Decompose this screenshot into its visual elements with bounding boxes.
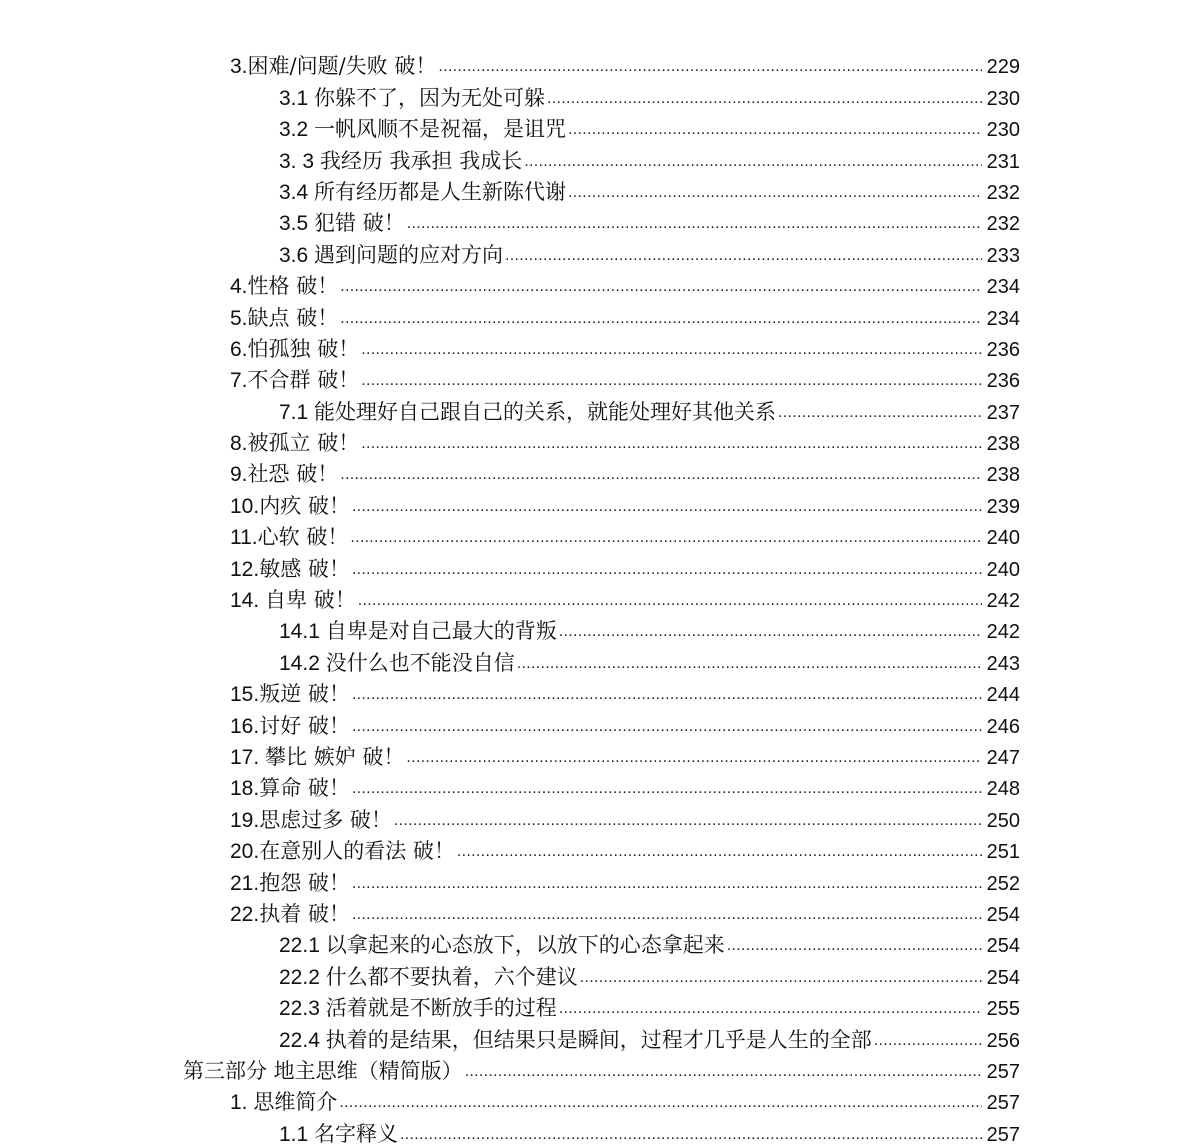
toc-entry-number: 21. xyxy=(230,871,260,895)
toc-entry[interactable] xyxy=(0,206,1201,237)
toc-entry[interactable] xyxy=(0,269,1201,300)
toc-entry-label xyxy=(230,807,394,834)
toc-entry-label xyxy=(230,681,352,708)
toc-entry[interactable] xyxy=(0,802,1201,833)
toc-dot-leader xyxy=(438,54,982,80)
toc-dot-leader xyxy=(568,117,982,143)
toc-dot-leader xyxy=(352,682,982,708)
toc-entry-title: 抱怨 破！ xyxy=(259,870,350,895)
toc-page-number: 254 xyxy=(986,935,1020,958)
toc-dot-leader xyxy=(352,902,982,928)
toc-entry-title: 执着 破！ xyxy=(259,901,350,926)
toc-entry-number: 15. xyxy=(230,683,260,707)
toc-entry-label xyxy=(279,242,505,269)
toc-entry-number: 8. xyxy=(230,432,248,456)
toc-entry-title: 怕孤独 破！ xyxy=(247,336,360,361)
toc-page-number: 230 xyxy=(986,87,1020,110)
toc-page-number: 236 xyxy=(986,370,1020,393)
toc-entry-title: 自卑 破！ xyxy=(265,588,356,613)
toc-entry-title: 攀比 嫉妒 破！ xyxy=(265,744,405,769)
toc-entry-label xyxy=(279,1121,400,1148)
toc-page-number: 232 xyxy=(986,213,1020,236)
toc-entry-title: 自卑是对自己最大的背叛 xyxy=(325,619,557,644)
toc-entry-title: 能处理好自己跟自己的关系，就能处理好其他关系 xyxy=(314,399,777,424)
toc-entry-title: 遇到问题的应对方向 xyxy=(314,242,504,267)
toc-entry-label xyxy=(279,964,580,991)
toc-entry-label xyxy=(230,901,352,928)
toc-page-number: 234 xyxy=(986,276,1020,299)
toc-page-number: 239 xyxy=(986,495,1020,518)
toc-page-number: 251 xyxy=(986,841,1020,864)
toc-page-number: 257 xyxy=(986,1123,1020,1146)
toc-dot-leader xyxy=(352,557,982,583)
toc-entry-label xyxy=(230,838,457,865)
toc-page-number: 244 xyxy=(986,684,1020,707)
toc-entry-number: 16. xyxy=(230,714,260,738)
toc-dot-leader xyxy=(352,871,982,897)
toc-entry-number: 6. xyxy=(230,337,248,361)
toc-entry-number: 14.1 xyxy=(279,620,326,644)
toc-page-number: 232 xyxy=(986,181,1020,204)
toc-entry[interactable] xyxy=(0,300,1201,331)
toc-entry-number: 14. xyxy=(230,589,266,613)
toc-page-number: 252 xyxy=(986,872,1020,895)
toc-entry-label xyxy=(230,461,340,488)
toc-entry[interactable] xyxy=(0,520,1201,551)
toc-entry[interactable] xyxy=(0,1022,1201,1053)
toc-entry[interactable] xyxy=(0,488,1201,519)
toc-entry-label xyxy=(230,713,352,740)
toc-entry-number: 7.1 xyxy=(279,400,315,424)
toc-entry-title: 缺点 破！ xyxy=(247,305,339,330)
toc-page-number: 257 xyxy=(986,1060,1020,1083)
toc-page-number: 238 xyxy=(986,433,1020,456)
toc-page-number: 237 xyxy=(986,401,1020,424)
toc-entry-title: 思维简介 xyxy=(253,1090,338,1115)
toc-page-number: 229 xyxy=(986,56,1020,79)
toc-entry-number: 11. xyxy=(230,526,258,550)
toc-entry[interactable] xyxy=(0,1116,1201,1147)
toc-entry[interactable] xyxy=(0,959,1201,990)
toc-dot-leader xyxy=(517,651,982,677)
toc-dot-leader xyxy=(361,337,982,363)
toc-entry-label xyxy=(230,305,340,332)
toc-page-number: 236 xyxy=(986,338,1020,361)
toc-entry-title: 内疚 破！ xyxy=(259,493,350,518)
toc-entry[interactable] xyxy=(0,143,1201,174)
toc-dot-leader xyxy=(361,431,982,457)
toc-dot-leader xyxy=(340,306,982,332)
toc-entry-number: 3.4 xyxy=(279,180,315,204)
toc-page-number: 248 xyxy=(986,778,1020,801)
toc-page-number: 250 xyxy=(986,809,1020,832)
toc-entry-label xyxy=(230,430,361,457)
toc-page-number: 243 xyxy=(986,652,1020,675)
toc-dot-leader xyxy=(350,525,982,551)
toc-entry[interactable] xyxy=(0,332,1201,363)
toc-dot-leader xyxy=(352,776,982,802)
toc-entry-title: 性格 破！ xyxy=(247,274,339,299)
toc-entry[interactable] xyxy=(0,708,1201,739)
toc-entry-label xyxy=(230,556,352,583)
toc-entry-title: 社恐 破！ xyxy=(247,462,339,487)
toc-entry-number: 3.6 xyxy=(279,243,315,267)
toc-page-number: 255 xyxy=(986,998,1020,1021)
toc-entry-label xyxy=(279,210,407,237)
toc-entry-label xyxy=(230,524,350,551)
toc-page-number: 233 xyxy=(986,244,1020,267)
toc-page-number: 257 xyxy=(986,1092,1020,1115)
toc-entry-title: 被孤立 破！ xyxy=(247,431,360,456)
toc-entry-label xyxy=(230,1089,339,1116)
toc-entry-label xyxy=(230,53,438,80)
toc-entry-number: 7. xyxy=(230,369,248,393)
toc-entry[interactable] xyxy=(0,645,1201,676)
toc-entry-number: 3.2 xyxy=(279,118,315,142)
toc-entry-title: 你躲不了，因为无处可躲 xyxy=(314,85,546,110)
toc-page-number: 256 xyxy=(986,1029,1020,1052)
toc-entry-label xyxy=(279,85,547,112)
toc-entry-number: 22.4 xyxy=(279,1028,326,1052)
toc-entry-number: 12. xyxy=(230,557,260,581)
toc-entry-label xyxy=(230,493,352,520)
toc-dot-leader xyxy=(580,965,982,991)
toc-entry-label xyxy=(230,870,352,897)
toc-entry-number: 9. xyxy=(230,463,248,487)
toc-entry-label xyxy=(279,148,524,175)
toc-entry-number: 22. xyxy=(230,902,260,926)
toc-entry-number: 22.2 xyxy=(279,965,326,989)
toc-dot-leader xyxy=(524,149,982,175)
toc-entry-label xyxy=(279,650,517,677)
toc-entry[interactable] xyxy=(0,175,1201,206)
toc-entry[interactable] xyxy=(0,426,1201,457)
toc-entry-label xyxy=(279,932,727,959)
toc-entry-label xyxy=(230,587,358,614)
toc-entry-title: 讨好 破！ xyxy=(259,713,350,738)
toc-dot-leader xyxy=(352,494,982,520)
toc-dot-leader xyxy=(505,243,982,269)
toc-entry-title: 犯错 破！ xyxy=(314,211,405,236)
toc-dot-leader xyxy=(340,274,982,300)
toc-dot-leader xyxy=(361,368,982,394)
toc-page-number: 238 xyxy=(986,464,1020,487)
toc-entry-label xyxy=(279,179,568,206)
toc-entry-label xyxy=(230,744,406,771)
toc-entry-number: 3.1 xyxy=(279,86,315,110)
toc-page-number: 246 xyxy=(986,715,1020,738)
toc-entry-title: 没什么也不能没自信 xyxy=(325,650,515,675)
toc-entry-number: 14.2 xyxy=(279,651,326,675)
toc-entry-number: 3. 3 xyxy=(279,149,320,173)
toc-entry-label xyxy=(279,399,778,426)
toc-dot-leader xyxy=(727,933,982,959)
toc-entry[interactable] xyxy=(0,394,1201,425)
toc-entry-number: 17. xyxy=(230,745,266,769)
toc-entry-title: 所有经历都是人生新陈代谢 xyxy=(314,179,567,204)
toc-entry[interactable] xyxy=(0,551,1201,582)
toc-dot-leader xyxy=(874,1028,982,1054)
toc-entry[interactable] xyxy=(0,1054,1201,1085)
toc-entry[interactable] xyxy=(0,1085,1201,1116)
toc-entry-label xyxy=(230,273,340,300)
toc-dot-leader xyxy=(406,745,982,771)
toc-page-number: 240 xyxy=(986,558,1020,581)
toc-entry-number: 5. xyxy=(230,306,248,330)
toc-entry-title: 第三部分 地主思维（精简版） xyxy=(183,1058,463,1083)
toc-entry-number: 3.5 xyxy=(279,212,315,236)
toc-dot-leader xyxy=(340,462,982,488)
toc-entry[interactable] xyxy=(0,363,1201,394)
toc-dot-leader xyxy=(457,839,982,865)
toc-entry-title: 在意别人的看法 破！ xyxy=(259,839,455,864)
toc-entry-label xyxy=(230,367,361,394)
toc-dot-leader xyxy=(559,996,982,1022)
toc-entry[interactable] xyxy=(0,80,1201,111)
toc-page-number: 234 xyxy=(986,307,1020,330)
toc-dot-leader xyxy=(358,588,982,614)
toc-entry-title: 什么都不要执着，六个建议 xyxy=(325,964,578,989)
toc-dot-leader xyxy=(400,1122,982,1148)
toc-entry[interactable] xyxy=(0,677,1201,708)
toc-page-number: 247 xyxy=(986,746,1020,769)
toc-entry-title: 我经历 我承担 我成长 xyxy=(319,148,523,173)
toc-entry-number: 20. xyxy=(230,840,260,864)
toc-page-number: 230 xyxy=(986,119,1020,142)
toc-page-number: 254 xyxy=(986,903,1020,926)
toc-entry-label xyxy=(279,116,568,143)
toc-entry[interactable] xyxy=(0,49,1201,80)
toc-entry-title: 活着就是不断放手的过程 xyxy=(325,996,557,1021)
toc-dot-leader xyxy=(547,86,982,112)
toc-entry-label xyxy=(279,618,559,645)
toc-dot-leader xyxy=(352,714,982,740)
toc-entry-number: 1.1 xyxy=(279,1122,315,1146)
toc-dot-leader xyxy=(568,180,982,206)
toc-dot-leader xyxy=(559,619,982,645)
toc-dot-leader xyxy=(778,400,982,426)
table-of-contents xyxy=(0,49,1201,1148)
toc-entry-title: 思虑过多 破！ xyxy=(259,807,392,832)
toc-entry-title: 以拿起来的心态放下，以放下的心态拿起来 xyxy=(325,933,725,958)
toc-entry-title: 算命 破！ xyxy=(259,776,350,801)
toc-entry-number: 3. xyxy=(230,55,248,79)
toc-entry-number: 22.1 xyxy=(279,934,326,958)
toc-page-number: 242 xyxy=(986,590,1020,613)
toc-entry-number: 19. xyxy=(230,808,260,832)
toc-entry-label xyxy=(183,1058,465,1085)
toc-entry-label xyxy=(279,995,559,1022)
toc-page-number: 231 xyxy=(986,150,1020,173)
toc-entry-title: 敏感 破！ xyxy=(259,556,350,581)
toc-entry-number: 10. xyxy=(230,494,260,518)
toc-entry-title: 名字释义 xyxy=(314,1121,399,1146)
toc-entry[interactable] xyxy=(0,614,1201,645)
toc-entry[interactable] xyxy=(0,112,1201,143)
toc-entry-number: 4. xyxy=(230,275,248,299)
toc-entry[interactable] xyxy=(0,865,1201,896)
toc-entry[interactable] xyxy=(0,771,1201,802)
toc-entry[interactable] xyxy=(0,740,1201,771)
toc-dot-leader xyxy=(394,808,982,834)
toc-entry[interactable] xyxy=(0,237,1201,268)
toc-entry[interactable] xyxy=(0,897,1201,928)
toc-entry-label xyxy=(230,336,361,363)
toc-dot-leader xyxy=(407,211,982,237)
toc-entry-label xyxy=(230,775,352,802)
toc-entry-title: 执着的是结果，但结果只是瞬间，过程才几乎是人生的全部 xyxy=(325,1027,872,1052)
toc-entry[interactable] xyxy=(0,583,1201,614)
toc-entry[interactable] xyxy=(0,928,1201,959)
toc-entry-label xyxy=(279,1027,874,1054)
toc-dot-leader xyxy=(465,1059,982,1085)
toc-entry-title: 困难/问题/失败 破！ xyxy=(247,54,437,79)
toc-dot-leader xyxy=(339,1090,982,1116)
toc-entry-number: 18. xyxy=(230,777,260,801)
toc-entry[interactable] xyxy=(0,457,1201,488)
toc-entry[interactable] xyxy=(0,834,1201,865)
toc-page-number: 242 xyxy=(986,621,1020,644)
toc-entry-title: 心软 破！ xyxy=(257,525,349,550)
toc-entry-title: 一帆风顺不是祝福，是诅咒 xyxy=(314,117,567,142)
toc-entry-title: 叛逆 破！ xyxy=(259,682,350,707)
toc-entry-number: 1. xyxy=(230,1091,254,1115)
toc-entry-title: 不合群 破！ xyxy=(247,368,360,393)
toc-entry-number: 22.3 xyxy=(279,997,326,1021)
toc-page-number: 254 xyxy=(986,966,1020,989)
toc-page-number: 240 xyxy=(986,527,1020,550)
toc-entry[interactable] xyxy=(0,991,1201,1022)
